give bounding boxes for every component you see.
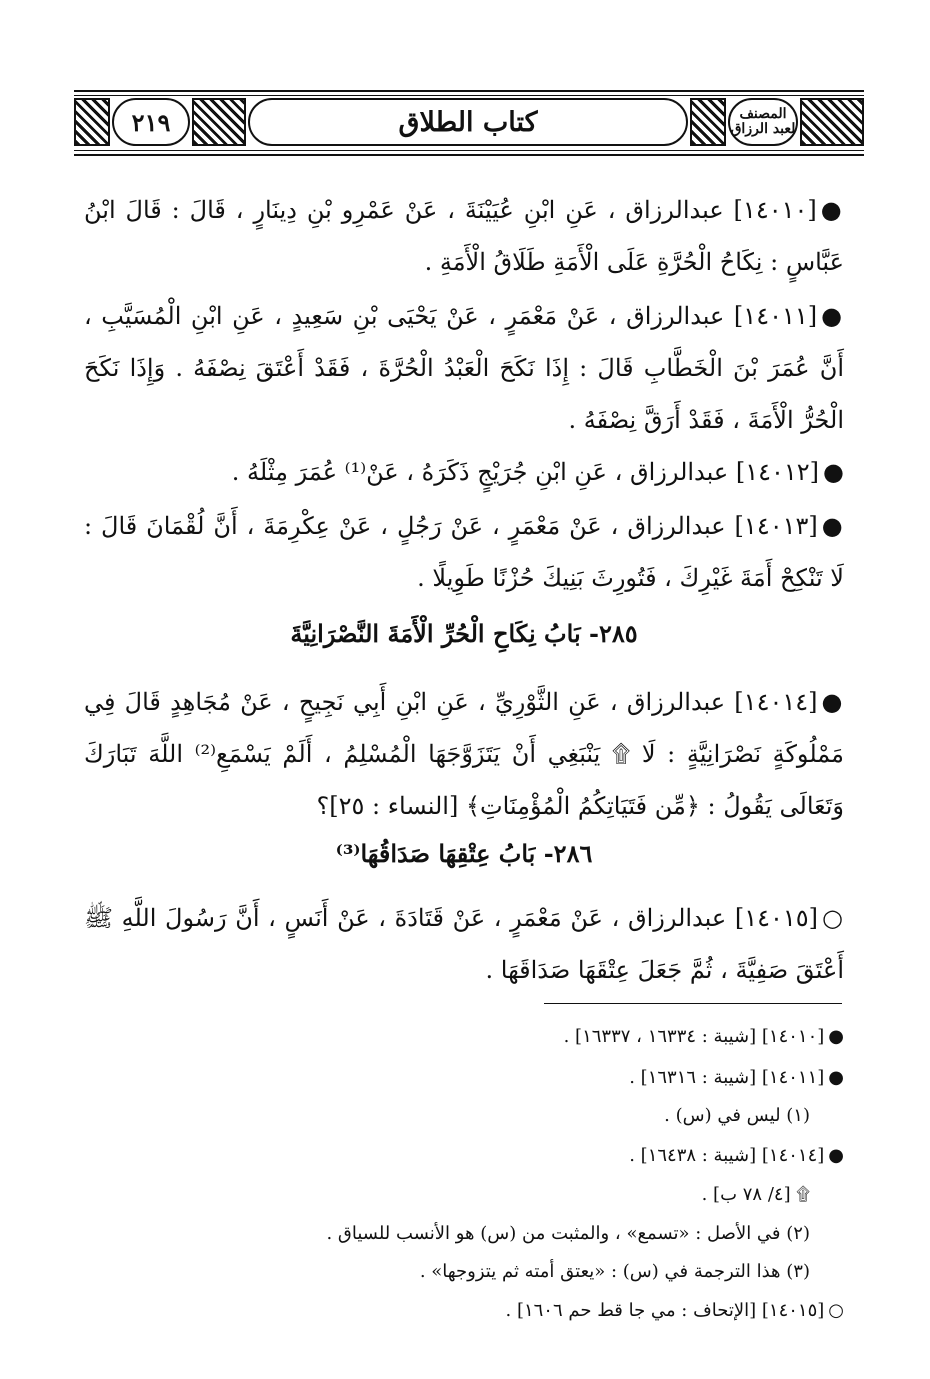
header-rule [74, 95, 864, 96]
footnote [84, 1296, 844, 1326]
hadith-marker: ● [821, 511, 844, 540]
hadith-text: [١٤٠١٣] عبدالرزاق ، عَنْ مَعْمَرٍ ، عَنْ رَجُلٍ ، عَنْ عِكْرِمَةَ ، أَنَّ لُقْمَانَ قَالَ : لَا تَنْكِحْ أَمَةَ غَيْرِكَ ، فَتُورِثَ بَنِيكَ حُزْنًا طَوِيلًا . [84, 512, 844, 592]
footnote [54, 1180, 814, 1210]
hadith-text: [١٤٠١١] عبدالرزاق ، عَنْ مَعْمَرٍ ، عَنْ يَحْيَى بْنِ سَعِيدٍ ، عَنِ ابْنِ الْمُسَيَّبِ ، أَنَّ عُمَرَ بْنَ الْخَطَّابِ قَالَ : إِذَا نَكَحَ الْعَبْدُ الْحُرَّةَ ، فَقَدْ أَعْتَقَ نِصْفَهُ . وَإِذَا نَكَحَ الْحُرُّ الْأَمَةَ ، فَقَدْ أَرَقَّ نِصْفَهُ . [84, 302, 844, 434]
footnote-marker: ● [828, 1145, 844, 1166]
hadith-text: [١٤٠١٢] عبدالرزاق ، عَنِ ابْنِ جُرَيْجٍ ذَكَرَهُ ، عَنْ⁽¹⁾ عُمَرَ مِثْلَهُ . [231, 458, 820, 486]
hadith-text: [١٤٠١٤] عبدالرزاق ، عَنِ الثَّوْرِيِّ ، عَنِ ابْنِ أَبِي نَجِيحٍ ، عَنْ مُجَاهِدٍ قَالَ فِي مَمْلُوكَةٍ نَصْرَانِيَّةٍ : لَا ۩ يَنْبَغِي أَنْ يَتَزَوَّجَهَا الْمُسْلِمُ ، أَلَمْ يَسْمَعِ⁽²⁾ اللَّهَ تَبَارَكَ وَتَعَالَى يَقُولُ : ﴿مِّن فَتَيَاتِكُمُ الْمُؤْمِنَاتِ﴾ [النساء : ٢٥]؟ [84, 688, 844, 820]
footnote-marker: ● [828, 1026, 844, 1047]
hadith-text: [١٤٠١٠] عبدالرزاق ، عَنِ ابْنِ عُيَيْنَةَ ، عَنْ عَمْرِو بْنِ دِينَارٍ ، قَالَ : قَالَ ابْنُ عَبَّاسٍ : نِكَاحُ الْحُرَّةِ عَلَى الْأَمَةِ طَلَاقُ الْأَمَةِ . [84, 196, 844, 276]
footnote-separator [544, 1003, 842, 1004]
page-number-box [112, 98, 190, 146]
page-header [74, 90, 864, 156]
ornament-pattern [800, 98, 864, 146]
footnote [84, 1141, 844, 1171]
header-rule [74, 154, 864, 156]
footnote-text: ۩ [٤/ ٧٨ ب] . [701, 1184, 810, 1205]
hadith-marker: ○ [822, 903, 844, 932]
chapter-title: كتاب الطلاق [398, 106, 538, 138]
hadith-paragraph [84, 676, 844, 832]
hadith-marker: ● [820, 195, 844, 224]
footnote [54, 1257, 814, 1287]
ornament-pattern [690, 98, 726, 146]
footnote-text: [١٤٠١٤] [شيبة : ١٦٤٣٨] . [629, 1145, 825, 1166]
footnote-text: (٣) هذا الترجمة في (س) : «يعتق أمته ثم يتزوجها» . [419, 1261, 810, 1282]
footnote-text: (١) ليس في (س) . [664, 1105, 810, 1126]
footnote [54, 1101, 814, 1131]
chapter-heading: ٢٨٥- بَابُ نِكَاحِ الْحُرِّ الْأَمَةَ النَّصْرَانِيَّةَ [290, 619, 638, 648]
footnote-text: (٢) في الأصل : «تسمع» ، والمثبت من (س) هو الأنسب للسياق . [326, 1223, 810, 1244]
book-logo [728, 98, 798, 146]
footnote-text: [١٤٠١٠] [شيبة : ١٦٣٣٤ ، ١٦٣٣٧] . [563, 1026, 825, 1047]
footnote [54, 1219, 814, 1249]
footnote-text: [١٤٠١١] [شيبة : ١٦٣١٦] . [629, 1067, 825, 1088]
header-rule [74, 90, 864, 92]
hadith-marker: ● [821, 687, 844, 716]
footnote-text: [١٤٠١٥] [الإتحاف : مي جا قط حم ١٦٠٦] . [505, 1300, 825, 1321]
hadith-paragraph [84, 290, 844, 446]
hadith-paragraph [84, 500, 844, 604]
footnote-marker: ○ [828, 1300, 844, 1321]
footnote-marker: ● [828, 1067, 844, 1088]
book-logo-text: المصنف لعبد الرزاق [730, 106, 796, 137]
ornament-pattern [192, 98, 246, 146]
ornament-pattern [74, 98, 110, 146]
chapter-title-box [248, 98, 688, 146]
hadith-marker: ● [821, 301, 844, 330]
hadith-marker: ● [823, 457, 844, 486]
chapter-heading: ٢٨٦- بَابُ عِتْقِهَا صَدَاقُهَا⁽³⁾ [335, 839, 593, 868]
footnote [84, 1022, 844, 1052]
page-number: ٢١٩ [131, 107, 171, 137]
hadith-paragraph [84, 892, 844, 996]
footnote [84, 1063, 844, 1093]
hadith-text: [١٤٠١٥] عبدالرزاق ، عَنْ مَعْمَرٍ ، عَنْ قَتَادَةَ ، عَنْ أَنَسٍ ، أَنَّ رَسُولَ اللَّهِ ﷺ أَعْتَقَ صَفِيَّةَ ، ثُمَّ جَعَلَ عِتْقَهَا صَدَاقَهَا . [84, 904, 844, 984]
header-rule [74, 150, 864, 151]
hadith-paragraph [84, 184, 844, 288]
hadith-paragraph [84, 446, 844, 498]
